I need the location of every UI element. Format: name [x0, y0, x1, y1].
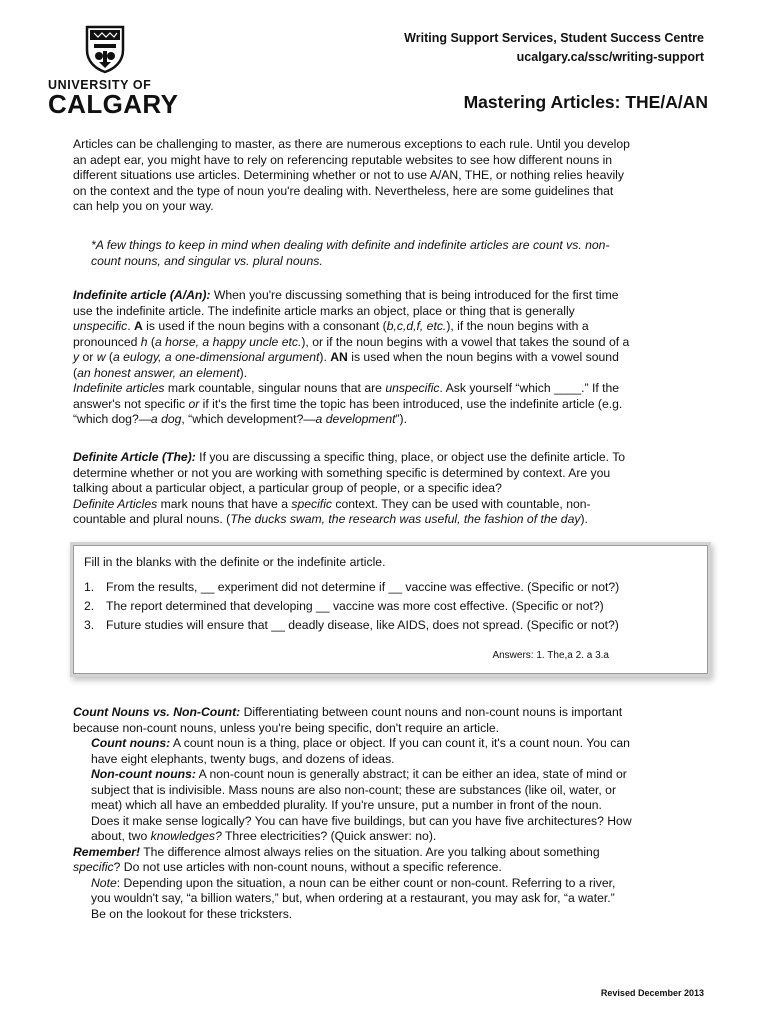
crest-icon	[84, 24, 126, 74]
text-line: different situations use articles. Determining whether or not to use A/AN, THE, or nothing relies heavily	[73, 168, 624, 182]
text-line: because non-count nouns, unless you're being specific, don't require an article.	[73, 720, 500, 735]
text-span: mark countable, singular nouns that are	[164, 381, 386, 395]
text-span: an honest answer, an element	[77, 365, 240, 380]
text-span: context. They can be used with countable, non-	[332, 496, 591, 511]
text-line: you wouldn't say, “a billion waters,” but, when ordering at a restaurant, you may ask for, “a water.”	[91, 891, 615, 905]
org-url: ucalgary.ca/ssc/writing-support	[516, 50, 704, 64]
item-number: 2.	[84, 599, 95, 613]
text-span: answer's not specific	[73, 396, 189, 411]
text-span: if it's the first time the topic has been introduced, use the indefinite article (e.g.	[199, 396, 623, 411]
text-span: Differentiating between count nouns and non-count nouns is important	[240, 705, 623, 719]
item-text: Future studies will ensure that __ deadly disease, like AIDS, does not spread. (Specific or not?)	[106, 618, 619, 632]
text-line: use the indefinite article. The indefinite article marks an object, place or thing that is generally	[73, 303, 575, 318]
text-span: The ducks swam, the research was useful, the fashion of the day	[230, 512, 581, 526]
section-heading: Indefinite article (A/An):	[73, 288, 211, 302]
text-span: ), if the noun begins with a	[446, 319, 589, 333]
definite-article-section	[73, 450, 701, 528]
count-nouns-section	[73, 705, 701, 922]
exercise-answers: Answers: 1. The,a 2. a 3.a	[492, 650, 609, 661]
list-item	[84, 578, 619, 597]
text-span: . Ask yourself “which ____.” If the	[439, 381, 620, 395]
intro-paragraph	[73, 137, 701, 215]
text-span: or	[188, 396, 200, 411]
item-text: From the results, __ experiment did not determine if __ vaccine was effective. (Specific or not?)	[106, 580, 620, 594]
indefinite-article-section	[73, 288, 701, 428]
text-line: count nouns, and singular vs. plural nouns.	[91, 253, 323, 268]
text-span: b,c,d,f, etc.	[386, 319, 447, 333]
text-line: meat) which all have an embedded plurality. If you're unsure, put a number in front of the noun.	[91, 798, 602, 812]
text-span: y	[73, 350, 80, 364]
subheading: Non-count nouns:	[91, 767, 196, 781]
text-span: or	[79, 350, 97, 364]
text-span: ).	[319, 350, 331, 364]
section-heading: Definite Article (The):	[73, 450, 196, 464]
text-span: a dog	[150, 412, 182, 426]
text-span: If you are discussing a specific thing, place, or object use the definite article. To	[195, 450, 626, 464]
university-logo	[48, 24, 179, 119]
org-name: Writing Support Services, Student Success Centre	[404, 31, 704, 45]
item-text: The report determined that developing __ vaccine was more cost effective. (Specific or not?)	[106, 599, 604, 613]
text-span: A count noun is a thing, place or object. If you can count it, it's a count noun. You can	[170, 736, 630, 750]
logo-line-university: UNIVERSITY OF	[48, 78, 152, 92]
text-line: subject that is indivisible. Mass nouns are also non-count; these are substances (like oil, water, or	[91, 782, 617, 797]
text-span: A	[133, 319, 143, 333]
text-line: Articles can be challenging to master, as there are numerous exceptions to each rule. Until you develop	[73, 137, 630, 151]
text-line: Be on the lookout for these tricksters.	[91, 906, 293, 921]
text-span: AN	[330, 350, 348, 364]
text-span: , “which development?—	[181, 412, 316, 426]
text-span: a horse, a happy uncle etc.	[155, 334, 302, 349]
text-span: “which dog?—	[73, 412, 151, 426]
text-span: w	[96, 350, 106, 364]
text-span: ), or if the noun begins with a vowel that takes the sound of a	[301, 334, 630, 349]
revision-date: Revised December 2013	[600, 988, 704, 998]
subheading: Count nouns:	[91, 736, 171, 750]
list-item	[84, 597, 619, 616]
text-span: about, two	[91, 829, 151, 843]
text-span: h	[140, 334, 148, 349]
text-span: unspecific	[385, 381, 440, 395]
section-heading: Count Nouns vs. Non-Count:	[73, 705, 241, 719]
subheading: Note	[91, 875, 117, 890]
org-header	[404, 29, 704, 67]
text-span: mark nouns that have a	[157, 496, 292, 511]
text-span: a development	[315, 412, 396, 426]
exercise-instructions: Fill in the blanks with the definite or the indefinite article.	[84, 555, 386, 569]
exercise-list	[84, 578, 619, 635]
text-span: Three electricities? (Quick answer: no).	[221, 829, 437, 843]
text-span: .	[127, 319, 134, 333]
text-span: The difference almost always relies on the situation. Are you talking about something	[140, 844, 600, 859]
text-line: talking about a particular object, a particular group of people, or a specific idea?	[73, 481, 502, 495]
page-title: Mastering Articles: THE/A/AN	[463, 92, 708, 112]
subheading: Remember!	[73, 844, 141, 859]
text-span: Definite Articles	[73, 496, 158, 511]
text-line: have eight elephants, twenty bugs, and dozens of ideas.	[91, 751, 395, 766]
text-span: is used if the noun begins with a consonant (	[142, 319, 387, 333]
text-span: unspecific	[73, 319, 128, 333]
text-span: ).	[239, 365, 248, 380]
item-number: 1.	[84, 580, 95, 594]
text-span: : Depending upon the situation, a noun can be either count or non-count. Referring to a river,	[116, 875, 616, 890]
text-line: determine whether or not you are working with something specific is determined by context. Are you	[73, 465, 611, 480]
text-span: specific	[73, 860, 114, 874]
item-number: 3.	[84, 618, 95, 632]
text-line: can help you on your way.	[73, 199, 214, 213]
text-span: (	[73, 365, 78, 380]
text-span: a eulogy, a one-dimensional argument	[112, 350, 320, 364]
text-span: specific	[291, 496, 332, 511]
text-line: an adept ear, you might have to rely on referencing reputable websites to see how different nouns in	[73, 152, 613, 167]
text-span: is used when the noun begins with a vowel sound	[347, 350, 619, 364]
text-line: on the context and the type of noun you're dealing with. Nevertheless, here are some guidelines that	[73, 183, 614, 198]
note-paragraph	[91, 238, 701, 269]
text-span: ).	[580, 512, 588, 526]
text-line: Does it make sense logically? You can have five buildings, but can you have five architectures? How	[91, 813, 632, 828]
list-item	[84, 616, 619, 635]
text-line: *A few things to keep in mind when dealing with definite and indefinite articles are count vs. non-	[91, 238, 610, 252]
text-span: ”).	[395, 412, 408, 426]
text-span: Indefinite articles	[73, 381, 165, 395]
text-span: pronounced	[73, 334, 141, 349]
text-span: A non-count noun is generally abstract; it can be either an idea, state of mind or	[195, 767, 627, 781]
text-span: knowledges?	[150, 829, 222, 843]
text-span: (	[147, 334, 155, 349]
exercise-box	[73, 545, 708, 674]
logo-line-calgary: CALGARY	[48, 89, 179, 119]
text-span: (	[105, 350, 113, 364]
text-span: ? Do not use articles with non-count nouns, without a specific reference.	[113, 860, 502, 874]
text-span: When you're discussing something that is being introduced for the first time	[210, 288, 619, 302]
text-span: countable and plural nouns. (	[73, 512, 231, 526]
